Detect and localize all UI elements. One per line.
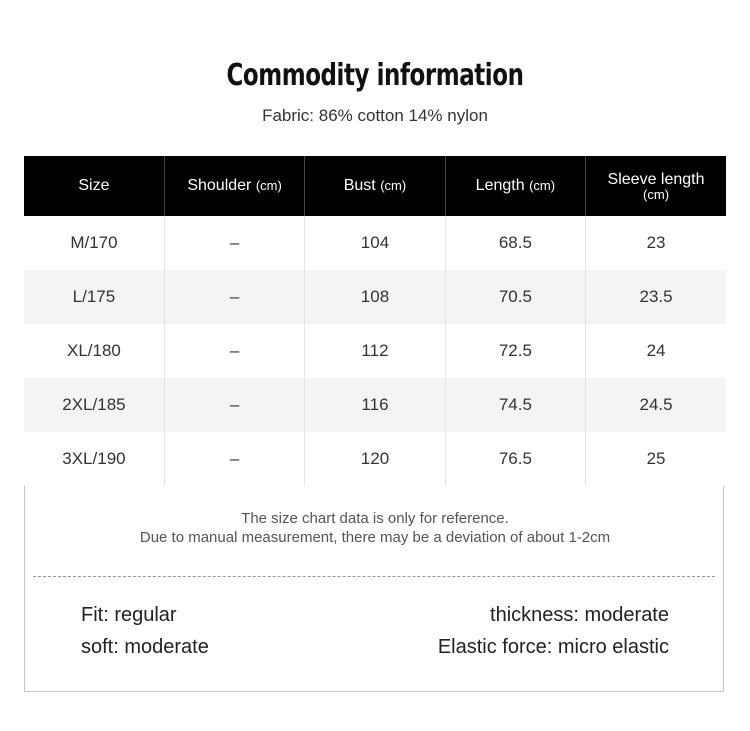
fabric-subtitle: Fabric: 86% cotton 14% nylon <box>262 106 488 125</box>
column-header-shoulder <box>164 156 304 216</box>
cell-size: M/170 <box>24 216 164 270</box>
cell-bust: 108 <box>305 270 445 324</box>
reference-note: The size chart data is only for reference. <box>241 510 509 527</box>
cell-size: 2XL/185 <box>24 378 164 432</box>
cell-bust: 112 <box>305 324 445 378</box>
column-header-label: Length <box>475 177 525 194</box>
column-header-label: Sleeve length <box>607 170 705 188</box>
cell-shoulder: – <box>164 378 304 432</box>
cell-shoulder: – <box>164 324 304 378</box>
cell-shoulder: – <box>164 270 304 324</box>
column-header-unit: (cm) <box>529 178 556 193</box>
table-row <box>24 270 726 324</box>
column-header-label: Bust <box>343 177 376 194</box>
cell-sleeve-length: 23 <box>646 233 666 252</box>
cell-bust: 104 <box>305 216 445 270</box>
table-header-row <box>24 156 726 216</box>
deviation-note: Due to manual measurement, there may be a deviation of about 1-2cm <box>139 529 611 546</box>
cell-bust: 120 <box>305 432 445 486</box>
column-header-bust <box>305 156 445 216</box>
dotted-divider <box>33 576 715 577</box>
column-header-unit: (cm) <box>380 178 407 193</box>
cell-shoulder: – <box>164 216 304 270</box>
cell-length: 70.5 <box>445 270 585 324</box>
cell-bust: 116 <box>305 378 445 432</box>
cell-size: L/175 <box>24 270 164 324</box>
column-header-label: Size <box>78 177 110 194</box>
table-row <box>24 432 726 486</box>
column-header-length <box>445 156 585 216</box>
cell-sleeve-length: 24 <box>646 341 666 360</box>
cell-sleeve-length: 24.5 <box>586 378 726 432</box>
cell-shoulder: – <box>164 432 304 486</box>
cell-length: 74.5 <box>445 378 585 432</box>
table-row <box>24 216 726 270</box>
cell-length: 76.5 <box>445 432 585 486</box>
column-header-label: Shoulder <box>187 177 252 194</box>
soft-attribute: soft: moderate <box>81 636 209 658</box>
cell-sleeve-length: 25 <box>646 449 666 468</box>
size-chart-table <box>24 156 726 486</box>
column-header-size <box>24 156 164 216</box>
table-row <box>24 324 726 378</box>
page-title: Commodity information <box>226 58 524 93</box>
thickness-attribute: thickness: moderate <box>490 604 669 626</box>
cell-length: 72.5 <box>445 324 585 378</box>
cell-length: 68.5 <box>445 216 585 270</box>
cell-sleeve-length: 23.5 <box>586 270 726 324</box>
info-panel <box>24 486 724 692</box>
elastic-attribute: Elastic force: micro elastic <box>437 636 669 658</box>
column-header-unit: (cm) <box>643 186 670 202</box>
fit-attribute: Fit: regular <box>81 604 177 626</box>
table-row <box>24 378 726 432</box>
column-header-unit: (cm) <box>255 178 282 193</box>
cell-size: XL/180 <box>24 324 164 378</box>
cell-size: 3XL/190 <box>24 432 164 486</box>
column-header-sleeve-length <box>586 156 726 216</box>
